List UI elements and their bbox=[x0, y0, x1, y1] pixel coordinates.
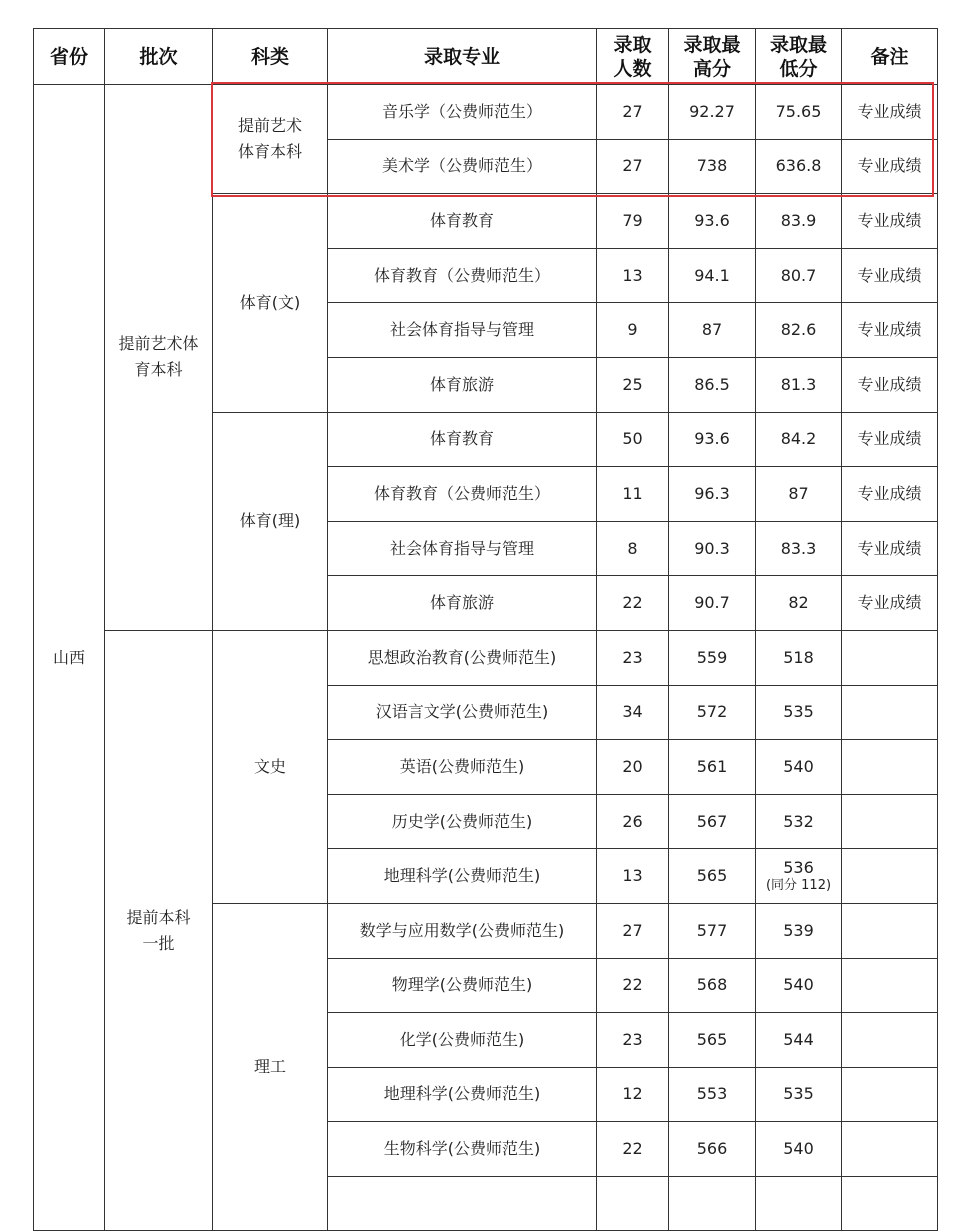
remark-cell: 专业成绩 bbox=[842, 194, 938, 249]
max-score-cell: 93.6 bbox=[669, 412, 756, 467]
max-score-cell: 572 bbox=[669, 685, 756, 740]
major-cell: 美术学（公费师范生） bbox=[328, 139, 597, 194]
max-score-cell: 87 bbox=[669, 303, 756, 358]
count-cell: 11 bbox=[597, 467, 669, 522]
max-score-cell: 90.3 bbox=[669, 521, 756, 576]
remark-cell bbox=[842, 1067, 938, 1122]
max-score-cell: 93.6 bbox=[669, 194, 756, 249]
remark-cell bbox=[842, 740, 938, 795]
header-major: 录取专业 bbox=[328, 29, 597, 85]
count-cell: 13 bbox=[597, 248, 669, 303]
table-row bbox=[34, 630, 938, 685]
count-cell: 27 bbox=[597, 85, 669, 140]
category-cell: 体育(文) bbox=[213, 194, 328, 412]
count-cell: 50 bbox=[597, 412, 669, 467]
min-score-cell: 83.3 bbox=[756, 521, 842, 576]
category-cell: 文史 bbox=[213, 630, 328, 903]
min-score-cell: 83.9 bbox=[756, 194, 842, 249]
remark-cell bbox=[842, 1013, 938, 1068]
count-cell: 34 bbox=[597, 685, 669, 740]
count-cell: 8 bbox=[597, 521, 669, 576]
major-cell: 体育教育 bbox=[328, 412, 597, 467]
min-score-cell: 535 bbox=[756, 1067, 842, 1122]
min-score-cell: 81.3 bbox=[756, 357, 842, 412]
major-cell: 社会体育指导与管理 bbox=[328, 303, 597, 358]
max-score-cell: 96.3 bbox=[669, 467, 756, 522]
remark-cell bbox=[842, 903, 938, 958]
max-score-cell: 90.7 bbox=[669, 576, 756, 631]
major-cell: 英语(公费师范生) bbox=[328, 740, 597, 795]
remark-cell: 专业成绩 bbox=[842, 412, 938, 467]
empty-cell bbox=[328, 1176, 597, 1231]
major-cell: 历史学(公费师范生) bbox=[328, 794, 597, 849]
remark-cell: 专业成绩 bbox=[842, 139, 938, 194]
category-cell: 体育(理) bbox=[213, 412, 328, 630]
min-score-cell: 82.6 bbox=[756, 303, 842, 358]
major-cell: 体育旅游 bbox=[328, 576, 597, 631]
min-score-cell: 540 bbox=[756, 740, 842, 795]
max-score-cell: 553 bbox=[669, 1067, 756, 1122]
max-score-cell: 559 bbox=[669, 630, 756, 685]
major-cell: 体育旅游 bbox=[328, 357, 597, 412]
max-score-cell: 565 bbox=[669, 849, 756, 904]
header-min-score: 录取最 低分 bbox=[756, 29, 842, 85]
max-score-cell: 567 bbox=[669, 794, 756, 849]
count-cell: 23 bbox=[597, 630, 669, 685]
count-cell: 22 bbox=[597, 576, 669, 631]
max-score-cell: 568 bbox=[669, 958, 756, 1013]
count-cell: 22 bbox=[597, 958, 669, 1013]
remark-cell: 专业成绩 bbox=[842, 467, 938, 522]
remark-cell bbox=[842, 630, 938, 685]
admission-table bbox=[33, 28, 938, 1231]
min-score-cell: 87 bbox=[756, 467, 842, 522]
count-cell: 12 bbox=[597, 1067, 669, 1122]
count-cell: 13 bbox=[597, 849, 669, 904]
major-cell: 化学(公费师范生) bbox=[328, 1013, 597, 1068]
count-cell: 22 bbox=[597, 1122, 669, 1177]
table-row bbox=[34, 85, 938, 140]
header-max-score: 录取最 高分 bbox=[669, 29, 756, 85]
header-count: 录取 人数 bbox=[597, 29, 669, 85]
min-score-cell: 80.7 bbox=[756, 248, 842, 303]
major-cell: 体育教育（公费师范生） bbox=[328, 467, 597, 522]
min-score-cell: 532 bbox=[756, 794, 842, 849]
max-score-cell: 566 bbox=[669, 1122, 756, 1177]
min-score-cell: 636.8 bbox=[756, 139, 842, 194]
min-score-cell: 518 bbox=[756, 630, 842, 685]
max-score-cell: 92.27 bbox=[669, 85, 756, 140]
major-cell: 地理科学(公费师范生) bbox=[328, 1067, 597, 1122]
major-cell: 生物科学(公费师范生) bbox=[328, 1122, 597, 1177]
remark-cell: 专业成绩 bbox=[842, 521, 938, 576]
max-score-cell: 94.1 bbox=[669, 248, 756, 303]
major-cell: 物理学(公费师范生) bbox=[328, 958, 597, 1013]
major-cell: 数学与应用数学(公费师范生) bbox=[328, 903, 597, 958]
major-cell: 体育教育 bbox=[328, 194, 597, 249]
category-cell: 提前艺术 体育本科 bbox=[213, 85, 328, 194]
count-cell: 26 bbox=[597, 794, 669, 849]
major-cell: 社会体育指导与管理 bbox=[328, 521, 597, 576]
min-score-cell: 84.2 bbox=[756, 412, 842, 467]
remark-cell: 专业成绩 bbox=[842, 85, 938, 140]
max-score-cell: 86.5 bbox=[669, 357, 756, 412]
major-cell: 体育教育（公费师范生） bbox=[328, 248, 597, 303]
remark-cell: 专业成绩 bbox=[842, 303, 938, 358]
min-score-note: (同分 112) bbox=[765, 878, 832, 894]
count-cell: 23 bbox=[597, 1013, 669, 1068]
max-score-cell: 577 bbox=[669, 903, 756, 958]
remark-cell bbox=[842, 1122, 938, 1177]
min-score-cell: 540 bbox=[756, 1122, 842, 1177]
count-cell: 25 bbox=[597, 357, 669, 412]
min-score-cell: 539 bbox=[756, 903, 842, 958]
min-score-cell: 540 bbox=[756, 958, 842, 1013]
header-remark: 备注 bbox=[842, 29, 938, 85]
remark-cell: 专业成绩 bbox=[842, 248, 938, 303]
major-cell: 思想政治教育(公费师范生) bbox=[328, 630, 597, 685]
max-score-cell: 561 bbox=[669, 740, 756, 795]
remark-cell bbox=[842, 685, 938, 740]
header-category: 科类 bbox=[213, 29, 328, 85]
header-province: 省份 bbox=[34, 29, 105, 85]
batch-cell: 提前本科 一批 bbox=[105, 630, 213, 1231]
count-cell: 20 bbox=[597, 740, 669, 795]
major-cell: 音乐学（公费师范生） bbox=[328, 85, 597, 140]
min-score-value: 536 bbox=[783, 858, 814, 878]
remark-cell bbox=[842, 794, 938, 849]
major-cell: 汉语言文学(公费师范生) bbox=[328, 685, 597, 740]
max-score-cell: 738 bbox=[669, 139, 756, 194]
empty-cell bbox=[756, 1176, 842, 1231]
min-score-cell: 535 bbox=[756, 685, 842, 740]
major-cell: 地理科学(公费师范生) bbox=[328, 849, 597, 904]
batch-cell: 提前艺术体 育本科 bbox=[105, 85, 213, 631]
min-score-cell: 75.65 bbox=[756, 85, 842, 140]
province-cell: 山西 bbox=[34, 85, 105, 1231]
count-cell: 27 bbox=[597, 903, 669, 958]
count-cell: 9 bbox=[597, 303, 669, 358]
min-score-cell bbox=[756, 849, 842, 904]
header-row bbox=[34, 29, 938, 85]
empty-cell bbox=[842, 1176, 938, 1231]
header-batch: 批次 bbox=[105, 29, 213, 85]
max-score-cell: 565 bbox=[669, 1013, 756, 1068]
remark-cell: 专业成绩 bbox=[842, 576, 938, 631]
empty-cell bbox=[669, 1176, 756, 1231]
count-cell: 79 bbox=[597, 194, 669, 249]
empty-cell bbox=[597, 1176, 669, 1231]
min-score-cell: 544 bbox=[756, 1013, 842, 1068]
remark-cell: 专业成绩 bbox=[842, 357, 938, 412]
remark-cell bbox=[842, 958, 938, 1013]
remark-cell bbox=[842, 849, 938, 904]
category-cell: 理工 bbox=[213, 903, 328, 1231]
count-cell: 27 bbox=[597, 139, 669, 194]
min-score-cell: 82 bbox=[756, 576, 842, 631]
